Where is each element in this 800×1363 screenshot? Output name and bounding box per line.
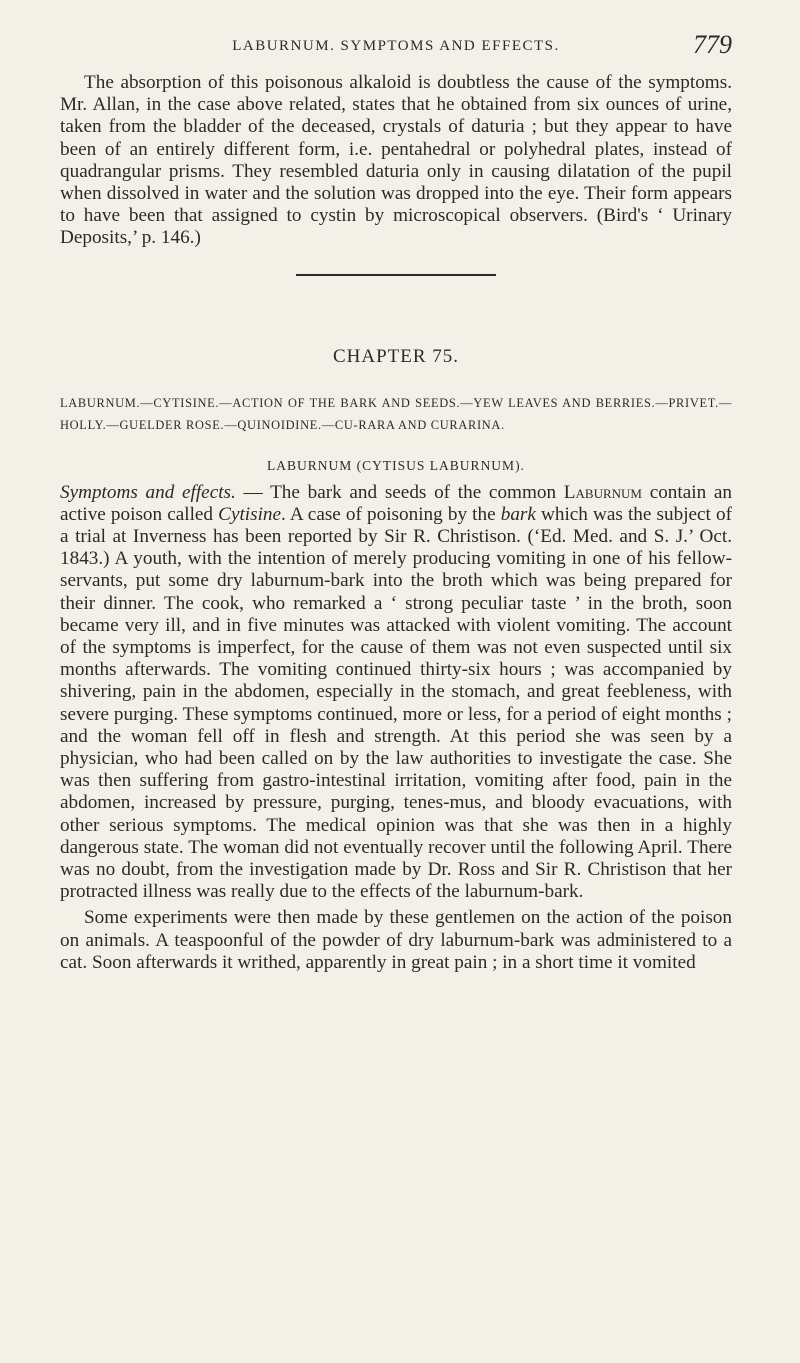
page: [60, 30, 732, 974]
running-title: LABURNUM. SYMPTOMS AND EFFECTS.: [232, 38, 560, 54]
text-run-4: which was the subject of a trial at Inverness has been reported by Sir R. Christison. (‘Ed. Med. and S. J.’ Oct. 1843.) A youth, with the intention of merely producing vomiting in one of his fellow-servants, put some dry laburnum-bark into the broth which was being prepared for their dinner. The cook, who remarked a ‘ strong peculiar taste ’ in the broth, soon became very ill, and in five minutes was attacked with violent vomiting. The account of the symptoms is imperfect, for the cause of them was not even suspected until six months afterwards. The vomiting continued thirty-six hours ; was accompanied by shivering, pain in the abdomen, especially in the stomach, and great feebleness, with severe purging. These symptoms continued, more or less, for a period of eight months ; and the woman fell off in flesh and strength. At this period she was seen by a physician, who had been called on by the law authorities to investigate the case. She was then suffering from gastro-intestinal irritation, vomiting after food, pain in the abdomen, increased by pressure, purging, tenes-mus, and bloody evacuations, with other serious symptoms. The medical opinion was that she was then in a highly dangerous state. The woman did not eventually recover until the following April. There was no doubt, from the investigation made by Dr. Ross and Sir R. Christison that her protracted illness was really due to the effects of the laburnum-bark.: [60, 503, 732, 903]
chapter-heading: CHAPTER 75.: [332, 345, 460, 367]
term-laburnum: Laburnum: [563, 481, 642, 503]
term-bark: bark: [500, 503, 536, 525]
paragraph-absorption: The absorption of this poisonous alkaloid is doubtless the cause of the symptoms. Mr. Allan, in the case above related, states that he obtained from six ounces of urine, taken from the bladder of the deceased, crystals of daturia ; but they appear to have been of an entirely different form, i.e. pentahedral or polyhedral plates, instead of quadrangular prisms. They resembled daturia only in causing dilatation of the pupil when dissolved in water and the solution was dropped into the eye. Their form appears to have been that assigned to cystin by microscopical observers. (Bird's ‘ Urinary Deposits,’ p. 146.): [60, 72, 732, 249]
term-cytisine: Cytisine: [218, 503, 282, 525]
page-number: 779: [693, 30, 732, 59]
text-run-1: — The bark and seeds of the common: [235, 481, 564, 503]
running-head: [60, 30, 732, 72]
section-divider: [296, 274, 496, 276]
chapter-contents: LABURNUM.—CYTISINE.—ACTION OF THE BARK AND SEEDS.—YEW LEAVES AND BERRIES.—PRIVET.—HOLLY.—GUELDER ROSE.—QUINOIDINE.—CU-RARA AND CURARINA.: [60, 395, 732, 432]
paragraph-lead: Symptoms and effects.: [60, 481, 236, 503]
paragraph-symptoms: [60, 482, 732, 904]
text-run-3: . A case of poisoning by the: [281, 503, 501, 525]
text-run-2: contain an active poison called: [60, 481, 732, 525]
section-heading: LABURNUM (CYTISUS LABURNUM).: [267, 457, 525, 473]
paragraph-experiments: Some experiments were then made by these gentlemen on the action of the poison on animals. A teaspoonful of the powder of dry laburnum-bark was administered to a cat. Soon afterwards it writhed, apparently in great pain ; in a short time it vomited: [60, 907, 732, 973]
